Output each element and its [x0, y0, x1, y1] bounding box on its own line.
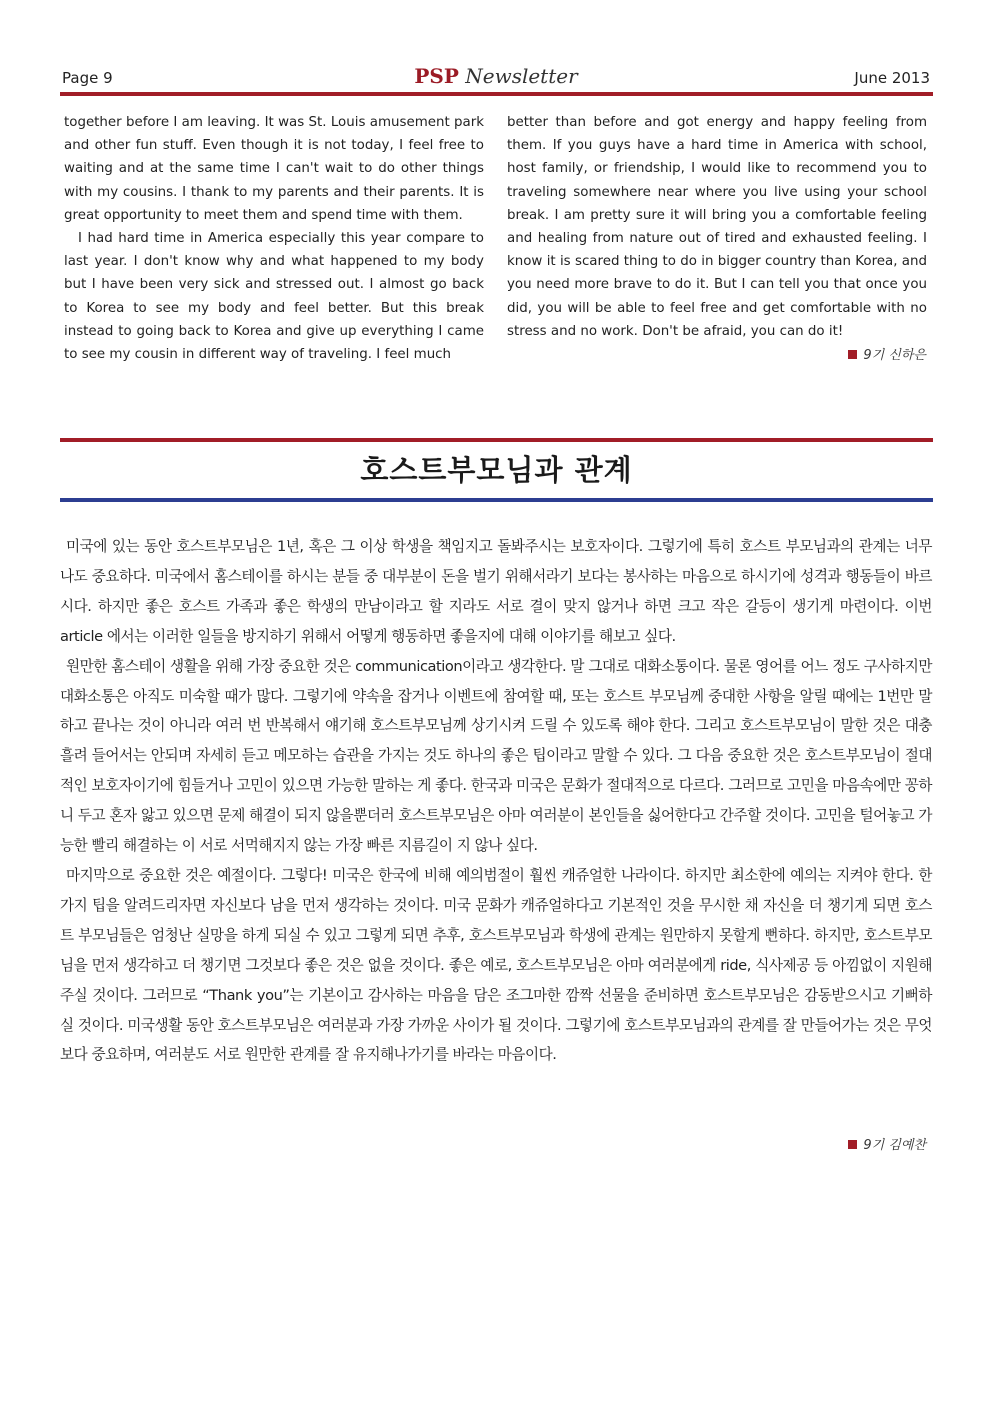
- bullet-square-icon: [848, 1140, 857, 1149]
- title-bottom-rule: [60, 498, 933, 502]
- page-number: Page 9: [62, 69, 113, 87]
- header-divider: [60, 92, 933, 96]
- bullet-square-icon: [848, 350, 857, 359]
- masthead-brand: PSP: [414, 64, 459, 88]
- newsletter-masthead: [60, 64, 932, 88]
- article2-paragraph: 마지막으로 중요한 것은 예절이다. 그렇다! 미국은 한국에 비해 예의범절이 훨씬 캐쥬얼한 나라이다. 하지만 최소한에 예의는 지켜야 한다. 한가지 팁을 알려드리자면 자신보다 남을 먼저 생각하는 것이다. 미국 문화가 캐쥬얼하다고 기본적인 것을 무시한 채 자신을 더 챙기게 되면 호스트 부모님들은 엄청난 실망을 하게 되실 수 있고 그렇게 되면 추후, 호스트부모님과 학생에 관계는 원만하지 못할게 뻔하다. 하지만, 호스트부모님을 먼저 생각하고 더 챙기면 그것보다 좋은 것은 없을 것이다. 좋은 예로, 호스트부모님은 아마 여러분에게 ride, 식사제공 등 아낌없이 지원해 주실 것이다. 그러므로 “Thank you”는 기본이고 감사하는 마음을 담은 조그마한 깜짝 선물을 준비하면 호스트부모님은 감동받으시고 기뻐하실 것이다. 미국생활 동안 호스트부모님은 여러분과 가장 가까운 사이가 될 것이다. 그렇기에 호스트부모님과의 관계를 잘 만들어가는 것은 무엇보다 중요하며, 여러분도 서로 원만한 관계를 잘 유지해나가기를 바라는 마음이다.: [60, 866, 932, 1064]
- article2-paragraph: 미국에 있는 동안 호스트부모님은 1년, 혹은 그 이상 학생을 책임지고 돌봐주시는 보호자이다. 그렇기에 특히 호스트 부모님과의 관계는 너무나도 중요하다. 미국에서 홈스테이를 하시는 분들 중 대부분이 돈을 벌기 위해서라기 보다는 봉사하는 마음으로 하시기에 성격과 행동들이 바르시다. 하지만 좋은 호스트 가족과 좋은 학생의 만남이라고 할 지라도 서로 결이 맞지 않거나 하면 크고 작은 갈등이 생기게 마련이다. 이번 article 에서는 이러한 일들을 방지하기 위해서 어떻게 행동하면 좋을지에 대해 이야기를 해보고 싶다.: [60, 538, 932, 645]
- article1-paragraph: together before I am leaving. It was St. Louis amusement park and other fun stuff. Even though it is not today, I feel free to waiting and at the same time I can't wait to do other things with my cousins. I thank to my parents and their parents. It is great opportunity to meet them and spend time with them.: [64, 115, 484, 223]
- page-header: [60, 64, 932, 92]
- article2-title: 호스트부모님과 관계: [360, 453, 633, 487]
- article1-left-column: [64, 111, 484, 366]
- article2-signature: [700, 1134, 926, 1153]
- article1-paragraph: better than before and got energy and happy feeling from them. If you guys have a hard time in America with school, host family, or friendship, I would like to recommend you to traveling somewhere near where you live using your school break. I am pretty sure it will bring you a comfortable feeling and healing from nature out of tired and exhausted feeling. I know it is scared thing to do in bigger country than Korea, and you need more brave to do it. But I can tell you that once you did, you will be able to feel free and get comfortable with no stress and no work. Don't be afraid, you can do it!: [507, 115, 927, 339]
- article2-body: [60, 532, 932, 1070]
- issue-date: June 2013: [854, 69, 930, 87]
- article1-right-column: [507, 111, 927, 343]
- article1-signature: [700, 344, 926, 363]
- title-top-rule: [60, 438, 933, 442]
- masthead-title: Newsletter: [465, 64, 578, 88]
- article1-author: 9기 신하은: [863, 348, 926, 363]
- article1-paragraph: I had hard time in America especially this year compare to last year. I don't know why and what happened to my body but I have been very sick and stressed out. I almost go back to Korea to see my body and feel better. But this break instead to going back to Korea and give up everything I came to see my cousin in different way of traveling. I feel much: [64, 231, 484, 363]
- article2-author: 9기 김예찬: [863, 1138, 926, 1153]
- article2-paragraph: 원만한 홈스테이 생활을 위해 가장 중요한 것은 communication이라고 생각한다. 말 그대로 대화소통이다. 물론 영어를 어느 정도 구사하지만 대화소통은 아직도 미숙할 때가 많다. 그렇기에 약속을 잡거나 이벤트에 참여할 때, 또는 호스트 부모님께 중대한 사항을 알릴 때에는 1번만 말하고 끝나는 것이 아니라 여러 번 반복해서 얘기해 호스트부모님께 상기시켜 드릴 수 있도록 해야 한다. 그리고 호스트부모님이 말한 것은 대충 흘려 들어서는 안되며 자세히 듣고 메모하는 습관을 가지는 것도 하나의 좋은 팁이라고 말할 수 있다. 그 다음 중요한 것은 호스트부모님이 절대적인 보호자이기에 힘들거나 고민이 있으면 가능한 말하는 게 좋다. 한국과 미국은 문화가 절대적으로 다르다. 그러므로 고민을 마음속에만 꽁하니 두고 혼자 앓고 있으면 문제 해결이 되지 않을뿐더러 호스트부모님은 아마 여러분이 본인들을 싫어한다고 간주할 것이다. 고민을 털어놓고 가능한 빨리 해결하는 이 서로 서먹해지지 않는 가장 빠른 지름길이 지 않나 싶다.: [60, 657, 932, 855]
